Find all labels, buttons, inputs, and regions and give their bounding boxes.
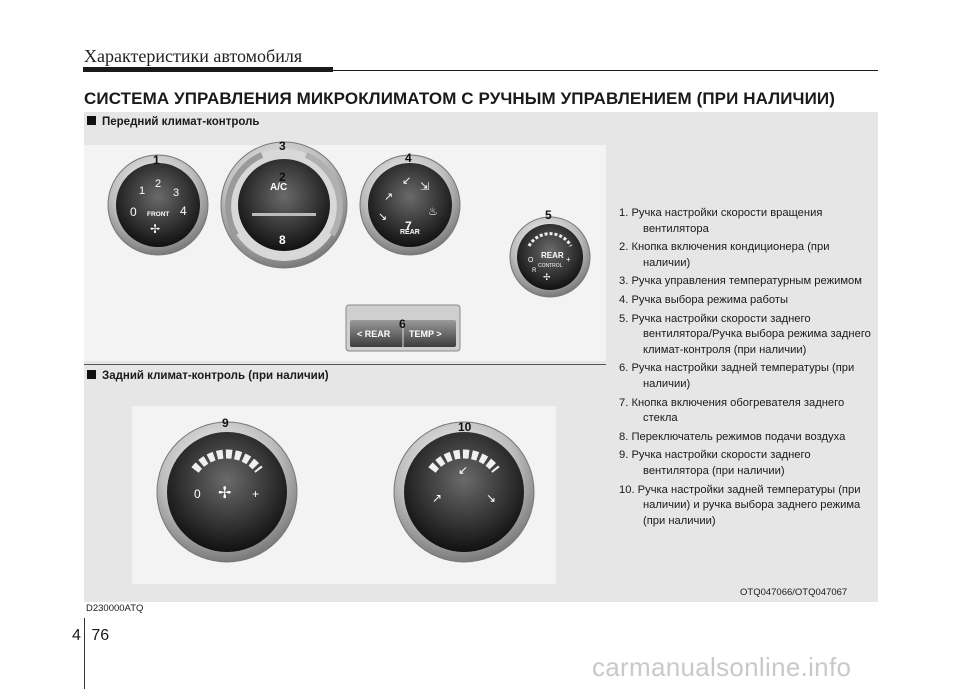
legend-item: 10. Ручка настройки задней температуры (при наличии) и ручка выбора заднего режима (при наличии) (619, 483, 861, 527)
legend-item: 2. Кнопка включения кондиционера (при наличии) (619, 241, 830, 269)
callout-6: 6 (399, 317, 406, 331)
legend-item: 9. Ручка настройки скорости заднего вентилятора (при наличии) (619, 449, 811, 477)
rear-knob-subtitle: CONTROL (538, 263, 563, 269)
floor-icon: ⇲ (420, 181, 430, 193)
chapter-number: 4 (72, 627, 81, 644)
front-heading: Передний климат-контроль (87, 116, 260, 128)
fan-label-4: 4 (180, 204, 187, 218)
callout-5: 5 (545, 208, 552, 222)
rear-knob-right: + (566, 255, 571, 264)
rear-floor-icon: ↘ (486, 491, 497, 505)
rear-temp-left: < REAR (357, 329, 391, 339)
legend-item: 3. Ручка управления температурным режимом (619, 275, 862, 288)
callout-9: 9 (222, 416, 229, 430)
callout-8: 8 (279, 233, 286, 247)
fan-knob-name: FRONT (147, 211, 170, 218)
rear-bilevel-icon: ↙ (458, 463, 469, 477)
rear-knob-title: REAR (541, 251, 564, 260)
running-header: Характеристики автомобиля (84, 46, 303, 66)
page-num: 76 (91, 627, 110, 644)
rear-fan-knob (157, 422, 297, 562)
legend-item: 4. Ручка выбора режима работы (619, 293, 789, 306)
rear-defrost-label: REAR (400, 229, 420, 236)
fan-label-0: 0 (130, 205, 137, 219)
rear-fan-min: 0 (194, 487, 201, 501)
callout-2: 2 (279, 170, 286, 184)
fan-label-2: 2 (155, 178, 162, 190)
face-vent-icon: ↗ (384, 191, 394, 203)
front-fan-knob (108, 155, 208, 255)
rear-control-knob (510, 217, 590, 297)
mode-knob (360, 155, 460, 255)
legend-item: 5. Ручка настройки скорости заднего вентилятора/Ручка выбора режима заднего климат-контроля (при наличии) (619, 312, 871, 356)
rear-face-icon: ↗ (432, 491, 443, 505)
legend-item: 7. Кнопка включения обогревателя заднего стекла (619, 396, 845, 425)
callout-3: 3 (279, 139, 286, 153)
legend-item: 1. Ручка настройки скорости вращения вентилятора (619, 207, 823, 235)
callout-7: 7 (405, 219, 412, 233)
rear-temp-right: TEMP > (409, 329, 442, 339)
ac-label: A/C (270, 182, 288, 193)
fan-label-3: 3 (173, 187, 180, 199)
rear-fan-icon-large: ✢ (218, 485, 232, 502)
rear-temp-knob (394, 422, 534, 562)
fan-label-1: 1 (139, 185, 146, 197)
watermark: carmanualsonline.info (592, 652, 852, 682)
rear-knob-left: O (528, 257, 534, 264)
section-title: СИСТЕМА УПРАВЛЕНИЯ МИКРОКЛИМАТОМ С РУЧНЫМ УПРАВЛЕНИЕМ (ПРИ НАЛИЧИИ) (84, 89, 835, 108)
defrost-icon: ♨ (428, 206, 438, 218)
figure-code: OTQ047066/OTQ047067 (740, 587, 848, 598)
callout-1: 1 (153, 153, 160, 167)
rear-fan-icon: ✢ (543, 272, 551, 282)
callout-10: 10 (458, 420, 472, 434)
legend-item: 6. Ручка настройки задней температуры (при наличии) (619, 362, 855, 390)
legend-item: 8. Переключатель режимов подачи воздуха (619, 430, 846, 443)
floor-defrost-icon: ↘ (378, 211, 388, 223)
temperature-knob (221, 142, 347, 268)
doc-code: D230000ATQ (86, 603, 144, 614)
rear-fan-max: + (252, 487, 260, 501)
bilevel-icon: ↙ (402, 175, 412, 187)
rear-heading: Задний климат-контроль (при наличии) (87, 370, 329, 382)
fan-icon: ✢ (150, 222, 161, 236)
rear-knob-bottom-left: R (532, 268, 537, 274)
legend-list (619, 206, 877, 532)
page-number (72, 627, 109, 645)
callout-4: 4 (405, 151, 412, 165)
